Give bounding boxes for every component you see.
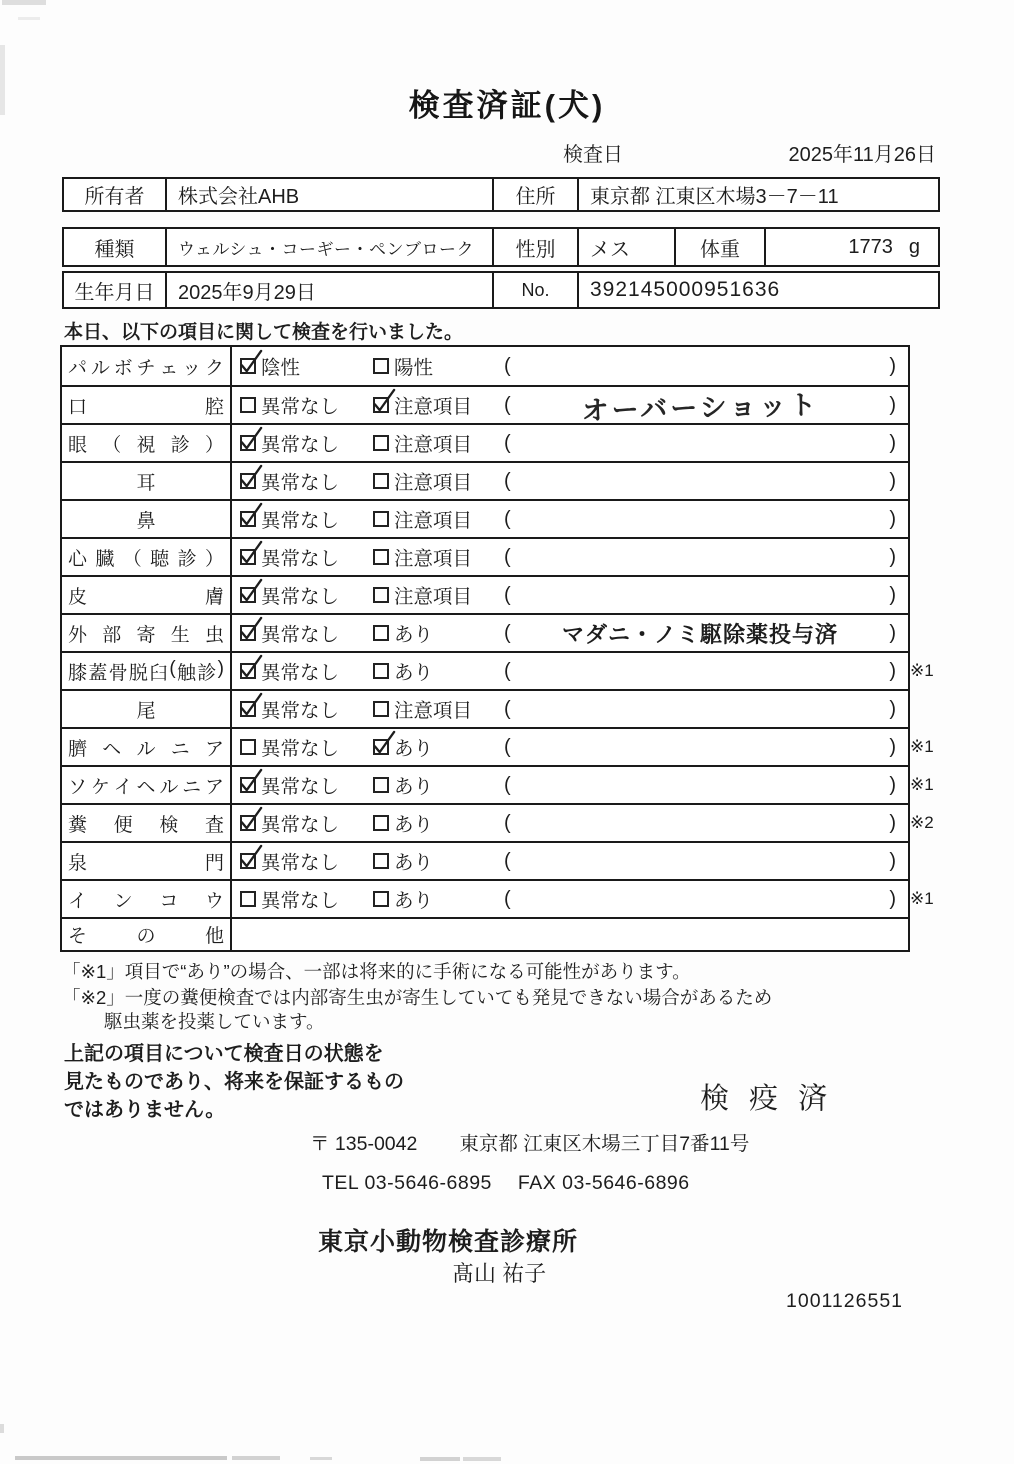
item-label-cell (62, 729, 232, 765)
option-2 (373, 809, 504, 837)
option-label: 注意項目 (394, 586, 473, 608)
checkbox[interactable] (240, 815, 256, 831)
scan-artifact (0, 1424, 4, 1433)
row-content (232, 653, 908, 689)
open-paren-text: ( (504, 887, 511, 910)
row-content (232, 539, 908, 575)
row-note (910, 387, 950, 423)
paren-group (504, 660, 908, 683)
checkbox[interactable] (373, 701, 389, 717)
weight-unit: g (908, 235, 920, 258)
close-paren-text: ) (889, 583, 896, 606)
item-label-cell (62, 843, 232, 879)
checkbox[interactable] (240, 473, 256, 489)
row-note: ※1 (910, 775, 934, 794)
paren-group (504, 850, 908, 873)
table-row (62, 347, 908, 385)
option-2 (373, 391, 504, 419)
option-1 (240, 467, 373, 495)
table-row (62, 917, 908, 950)
scan-artifact (2, 0, 46, 5)
item-label-text: イ ン コ ウ (68, 890, 224, 912)
item-label-cell (62, 577, 232, 613)
option-1 (240, 885, 373, 913)
item-label-cell (62, 919, 232, 950)
birth-label: 生年月日 (64, 273, 167, 307)
footnote-1: 「※1」項目で“あり”の場合、一部は将来的に手術になる可能性があります。 (62, 961, 691, 982)
row-content (232, 805, 908, 841)
open-paren-text: ( (504, 659, 511, 682)
exam-date-row (563, 138, 936, 167)
option-2 (373, 657, 504, 685)
paren-group (504, 584, 908, 607)
checkbox[interactable] (373, 739, 389, 755)
row-content (232, 615, 908, 651)
examiner-name: 髙山 祐子 (452, 1261, 547, 1286)
row-note: ※1 (910, 889, 934, 908)
scan-artifact (15, 1456, 227, 1460)
option-label: 注意項目 (394, 510, 473, 532)
row-note (910, 501, 950, 537)
option-2 (373, 771, 504, 799)
row-note (910, 615, 950, 651)
checkbox[interactable] (240, 549, 256, 565)
exam-date-value: 2025年11月26日 (788, 144, 936, 166)
option-1 (240, 352, 373, 380)
birth-value: 2025年9月29日 (167, 273, 494, 307)
option-1 (240, 695, 373, 723)
checkbox[interactable] (373, 397, 389, 413)
item-label-text: パ ル ボ チ ェ ッ ク (68, 357, 224, 379)
quarantine-stamp: 検 疫 済 (700, 1083, 834, 1115)
paren-group (504, 508, 908, 531)
option-label: あり (394, 814, 434, 836)
checklist-table (60, 345, 934, 952)
checkbox[interactable] (240, 663, 256, 679)
open-paren-text: ( (504, 849, 511, 872)
close-paren-text: ) (889, 773, 896, 796)
weight-number: 1773 (848, 235, 893, 258)
disclaimer-line-1: 上記の項目について検査日の状態を (64, 1043, 384, 1065)
checkbox[interactable] (373, 625, 389, 641)
checkbox[interactable] (240, 739, 256, 755)
serial-number: 1001126551 (786, 1290, 904, 1312)
checkbox[interactable] (240, 625, 256, 641)
item-label-text: ソ ケ イ ヘ ル ニ ア (68, 776, 224, 798)
checkbox[interactable] (373, 853, 389, 869)
option-label: あり (394, 738, 434, 760)
option-2 (373, 733, 504, 761)
scan-artifact (463, 1457, 501, 1461)
checkbox[interactable] (373, 815, 389, 831)
option-label: 異常なし (261, 434, 340, 456)
option-2 (373, 885, 504, 913)
exam-date-label: 検査日 (563, 144, 623, 166)
option-1 (240, 505, 373, 533)
close-paren-text: ) (889, 849, 896, 872)
footnote-2-cont: 駆虫薬を投薬しています。 (104, 1011, 325, 1032)
row-note (910, 919, 950, 950)
table-row (62, 613, 908, 651)
paren-group (504, 812, 908, 835)
checkbox[interactable] (240, 891, 256, 907)
scan-artifact (18, 17, 40, 20)
owner-label: 所有者 (64, 179, 167, 210)
option-label: 異常なし (261, 890, 340, 912)
item-label-text: 糞 便 検 査 (68, 814, 224, 836)
item-label-text: 皮 膚 (68, 586, 224, 608)
close-paren-text: ) (889, 393, 896, 416)
option-label: あり (394, 776, 434, 798)
checkbox[interactable] (240, 777, 256, 793)
close-paren-text: ) (889, 697, 896, 720)
open-paren-text: ( (504, 811, 511, 834)
item-label-text: 耳 (136, 472, 156, 494)
option-label: 異常なし (261, 700, 340, 722)
option-label: 陽性 (394, 357, 434, 379)
row-note (910, 463, 950, 499)
table-row (62, 385, 908, 426)
sex-value: メス (579, 229, 676, 265)
disclaimer-line-2: 見たものであり、将来を保証するもの (64, 1071, 404, 1093)
open-paren-text: ( (504, 583, 511, 606)
option-1 (240, 619, 373, 647)
option-1 (240, 391, 373, 419)
option-label: 注意項目 (394, 700, 473, 722)
option-label: 異常なし (261, 586, 340, 608)
checkbox[interactable] (373, 473, 389, 489)
open-paren-text: ( (504, 393, 511, 416)
intro-text: 本日、以下の項目に関して検査を行いました。 (64, 322, 464, 343)
option-label: 異常なし (261, 662, 340, 684)
item-label-text: 眼 （ 視 診 ） (68, 434, 224, 456)
item-label-cell (62, 347, 232, 385)
close-paren-text: ) (889, 507, 896, 530)
row-note (910, 347, 950, 385)
option-1 (240, 543, 373, 571)
option-label: 異常なし (261, 738, 340, 760)
disclaimer-text (64, 1040, 404, 1124)
paren-group (504, 470, 908, 493)
option-2 (373, 352, 504, 380)
open-paren-text: ( (504, 735, 511, 758)
open-paren-text: ( (504, 469, 511, 492)
option-2 (373, 429, 504, 457)
item-label-text: 尾 (136, 700, 156, 722)
scan-artifact (420, 1457, 460, 1461)
paren-content: オーバーショット (580, 389, 820, 426)
clinic-address: 東京都 江東区木場三丁目7番11号 (459, 1133, 750, 1155)
option-label: 異常なし (261, 814, 340, 836)
clinic-address-row (310, 1128, 749, 1156)
row-note (910, 577, 950, 613)
option-label: 注意項目 (394, 396, 473, 418)
checkbox[interactable] (240, 853, 256, 869)
open-paren-text: ( (504, 621, 511, 644)
checkbox[interactable] (240, 701, 256, 717)
option-label: あり (394, 624, 434, 646)
option-2 (373, 619, 504, 647)
option-1 (240, 657, 373, 685)
clinic-fax: FAX 03-5646-6896 (517, 1172, 690, 1194)
close-paren-text: ) (889, 545, 896, 568)
row-note (910, 843, 950, 879)
item-label-cell (62, 539, 232, 575)
row-content (232, 577, 908, 613)
owner-value: 株式会社AHB (167, 179, 494, 210)
open-paren-text: ( (504, 773, 511, 796)
option-label: 異常なし (261, 776, 340, 798)
row-content (232, 691, 908, 727)
clinic-tel: TEL 03-5646-6895 (322, 1172, 492, 1194)
option-2 (373, 847, 504, 875)
address-value: 東京都 江東区木場3－7－11 (590, 186, 839, 208)
item-label-cell (62, 615, 232, 651)
table-row (62, 841, 908, 879)
close-paren-text: ) (889, 659, 896, 682)
item-label-text: 心 臓 （ 聴 診 ） (68, 548, 224, 570)
owner-table (62, 177, 940, 212)
table-row (62, 689, 908, 727)
item-label-cell (62, 653, 232, 689)
table-row (62, 651, 934, 689)
scan-artifact (310, 1457, 332, 1460)
paren-group (504, 355, 908, 378)
clinic-postal: 〒 135-0042 (310, 1133, 418, 1155)
item-label-text: 外 部 寄 生 虫 (68, 624, 224, 646)
option-2 (373, 467, 504, 495)
option-1 (240, 429, 373, 457)
pet-table-row1 (62, 227, 940, 267)
item-label-cell (62, 691, 232, 727)
table-row (62, 727, 934, 765)
checkbox[interactable] (373, 511, 389, 527)
option-label: 異常なし (261, 548, 340, 570)
option-1 (240, 733, 373, 761)
close-paren-text: ) (889, 735, 896, 758)
row-content (232, 919, 908, 950)
checkbox[interactable] (240, 587, 256, 603)
table-row (62, 461, 908, 499)
open-paren-text: ( (504, 697, 511, 720)
paren-group (504, 736, 908, 759)
row-content (232, 347, 908, 385)
close-paren-text: ) (889, 621, 896, 644)
table-row (62, 575, 908, 613)
option-label: 異常なし (261, 624, 340, 646)
row-content (232, 387, 908, 426)
pet-table-row2 (62, 271, 940, 309)
close-paren-text: ) (889, 354, 896, 377)
option-label: あり (394, 662, 434, 684)
checkbox[interactable] (373, 891, 389, 907)
item-label-cell (62, 805, 232, 841)
address-label: 住所 (494, 179, 579, 210)
item-label-cell (62, 387, 232, 423)
open-paren-text: ( (504, 354, 511, 377)
paren-group (504, 432, 908, 455)
row-content (232, 463, 908, 499)
no-label: No. (494, 273, 579, 307)
row-note: ※1 (910, 661, 934, 680)
option-label: 異常なし (261, 852, 340, 874)
option-2 (373, 543, 504, 571)
option-label: 注意項目 (394, 434, 473, 456)
open-paren-text: ( (504, 507, 511, 530)
item-label-cell (62, 881, 232, 917)
checkbox[interactable] (373, 663, 389, 679)
option-label: 注意項目 (394, 472, 473, 494)
scan-artifact (232, 1456, 280, 1460)
option-2 (373, 695, 504, 723)
option-label: 異常なし (261, 396, 340, 418)
row-note (910, 425, 950, 461)
table-row (62, 765, 934, 803)
item-label-text: そ の 他 (68, 926, 224, 947)
table-row (62, 537, 908, 575)
close-paren-text: ) (889, 469, 896, 492)
item-label-cell (62, 463, 232, 499)
disclaimer-line-3: ではありません。 (64, 1099, 226, 1121)
checkbox[interactable] (373, 358, 389, 374)
row-note (910, 691, 950, 727)
row-content (232, 881, 908, 917)
checkbox[interactable] (373, 435, 389, 451)
clinic-name: 東京小動物検査診療所 (318, 1228, 579, 1256)
row-note: ※1 (910, 737, 934, 756)
option-label: 異常なし (261, 510, 340, 532)
paren-group (504, 386, 908, 425)
sex-label: 性別 (494, 229, 579, 265)
row-content (232, 729, 908, 765)
table-row (62, 879, 934, 917)
checkbox[interactable] (373, 549, 389, 565)
row-note (910, 539, 950, 575)
breed-value: ウェルシュ・コーギー・ペンブローク (167, 229, 494, 265)
weight-label: 体重 (676, 229, 766, 265)
checkbox[interactable] (373, 777, 389, 793)
footnote-2: 「※2」一度の糞便検査では内部寄生虫が寄生していても発見できない場合があるため (62, 987, 773, 1008)
option-2 (373, 581, 504, 609)
item-label-cell (62, 501, 232, 537)
close-paren-text: ) (889, 431, 896, 454)
paren-group (504, 546, 908, 569)
close-paren-text: ) (889, 887, 896, 910)
table-row (62, 803, 934, 841)
item-label-text: 鼻 (136, 510, 156, 532)
paren-group (504, 774, 908, 797)
row-content (232, 425, 908, 461)
item-label-text: 口 腔 (68, 396, 224, 418)
table-row (62, 499, 908, 537)
option-1 (240, 809, 373, 837)
item-label-cell (62, 425, 232, 461)
option-label: 陰性 (261, 357, 301, 379)
open-paren-text: ( (504, 431, 511, 454)
open-paren-text: ( (504, 545, 511, 568)
checkbox[interactable] (240, 511, 256, 527)
clinic-phone-row (322, 1172, 690, 1195)
checkbox[interactable] (240, 435, 256, 451)
item-label-cell (62, 767, 232, 803)
item-label-text: 膝 蓋 骨 脱 臼 ( 触 診 ) (68, 657, 224, 684)
item-label-text: 泉 門 (68, 852, 224, 874)
weight-value (766, 229, 938, 265)
checkbox[interactable] (240, 397, 256, 413)
page-title: 検査済証(犬) (408, 88, 606, 123)
option-1 (240, 847, 373, 875)
row-note: ※2 (910, 813, 934, 832)
breed-label: 種類 (64, 229, 167, 265)
option-label: あり (394, 852, 434, 874)
row-content (232, 843, 908, 879)
option-label: あり (394, 890, 434, 912)
option-2 (373, 505, 504, 533)
paren-group (504, 698, 908, 721)
option-label: 異常なし (261, 472, 340, 494)
paren-group (504, 618, 908, 649)
option-label: 注意項目 (394, 548, 473, 570)
option-1 (240, 771, 373, 799)
option-1 (240, 581, 373, 609)
close-paren-text: ) (889, 811, 896, 834)
checkbox[interactable] (240, 358, 256, 374)
item-label-text: 臍 ヘ ル ニ ア (68, 738, 224, 760)
no-value: 392145000951636 (590, 278, 781, 301)
paren-group (504, 888, 908, 911)
row-content (232, 501, 908, 537)
table-row (62, 423, 908, 461)
paren-content: マダニ・ノミ駆除薬投与済 (561, 621, 838, 647)
checkbox[interactable] (373, 587, 389, 603)
row-content (232, 767, 908, 803)
